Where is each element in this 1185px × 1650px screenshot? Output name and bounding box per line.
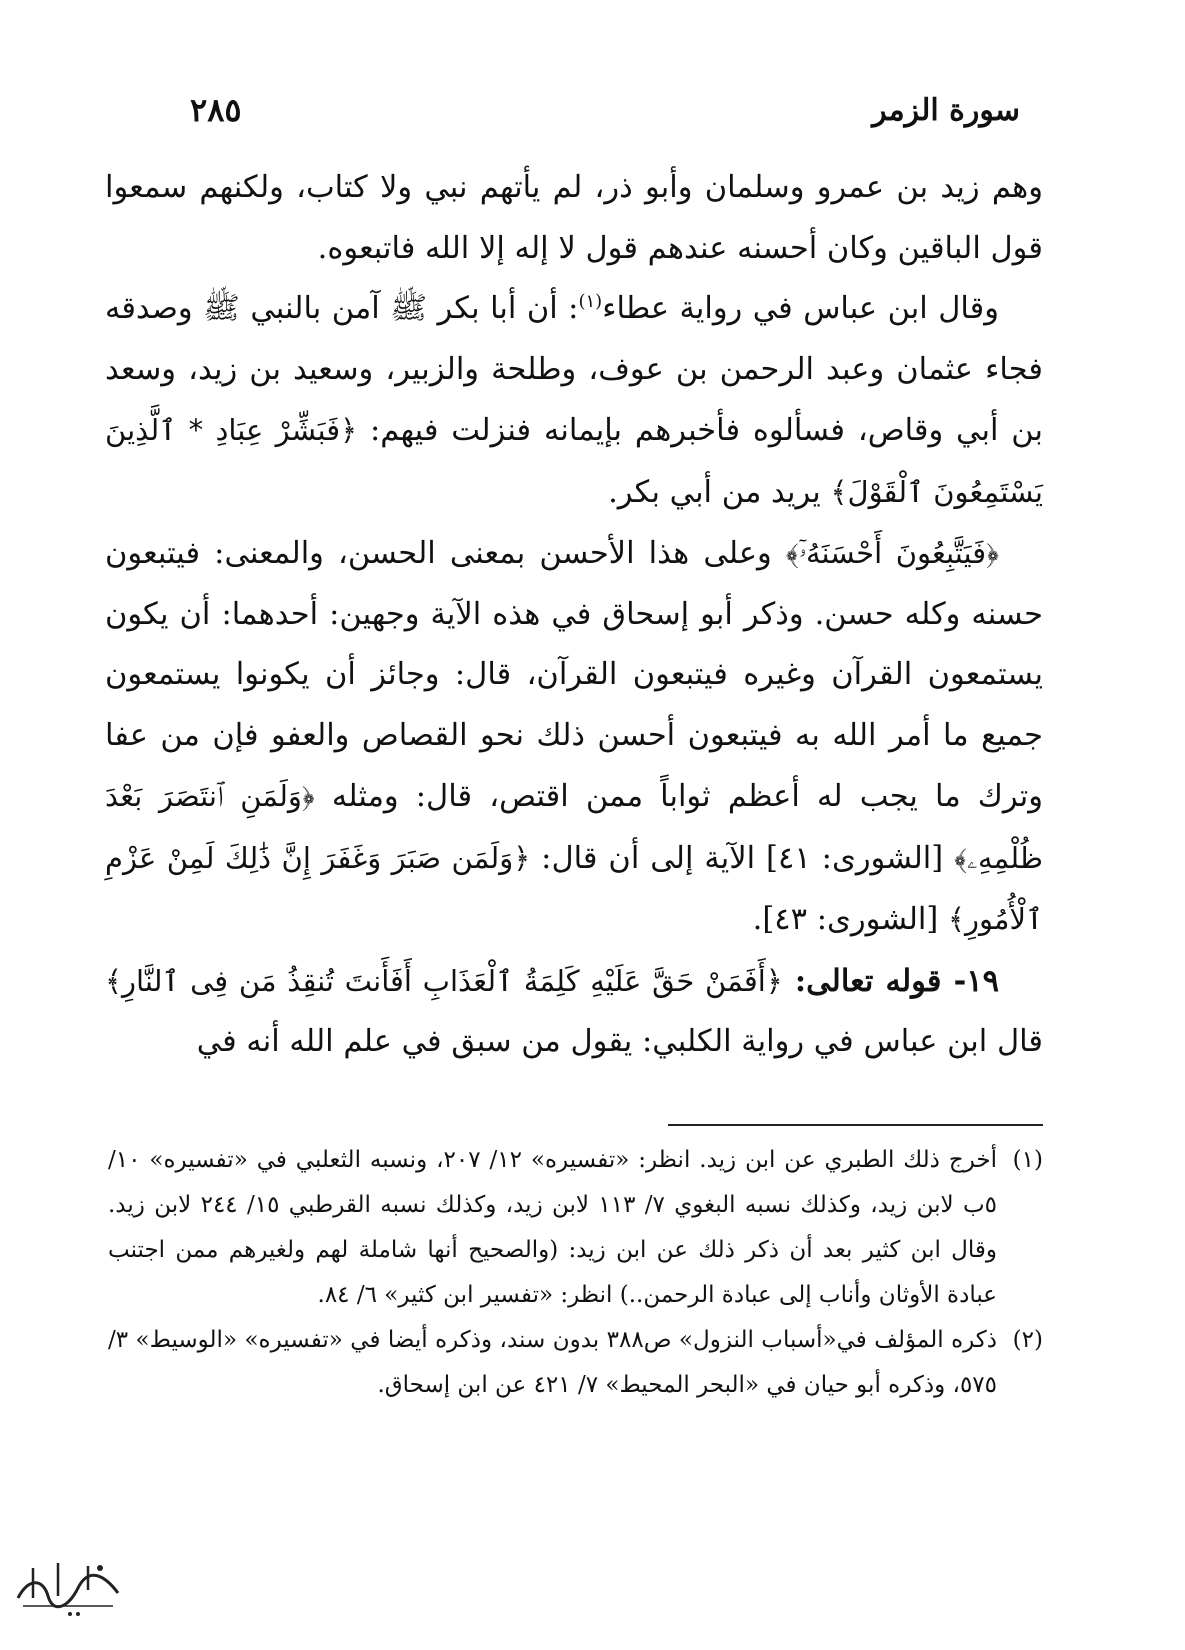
footnote-1-text: أخرج ذلك الطبري عن ابن زيد. انظر: «تفسيره» ١٢/ ٢٠٧، ونسبه الثعلبي في «تفسيره» ١٠/ ٥ب لابن زيد، وكذلك نسبه البغوي ٧/ ١١٣ لابن زيد، وكذلك نسبه القرطبي ١٥/ ٢٤٤ لابن زيد. وقال ابن كثير بعد أن ذكر ذلك عن ابن زيد: (والصحيح أنها شاملة لهم ولغيرهم ممن اجتنب عبادة الأوثان وأناب إلى عبادة الرحمن..) انظر: «تفسير ابن كثير» ٦/ ٨٤. [108,1147,998,1308]
footnote-separator [668,1124,1043,1126]
paragraph-1-text: وهم زيد بن عمرو وسلمان وأبو ذر، لم يأتهم نبي ولا كتاب، ولكنهم سمعوا قول الباقين وكان أحسنه عندهم قول لا إله إلا الله فاتبعوه. [105,170,1043,266]
paragraph-4 [105,951,1043,1073]
quran-verse-4: ﴿وَلَمَن صَبَرَ وَغَفَرَ إِنَّ ذَٰلِكَ لَمِنْ عَزْمِ ٱلْأُمُورِ﴾ [105,840,1043,936]
main-text [105,158,1043,1073]
page-header [190,86,1020,134]
surah-title: سورة الزمر [872,92,1020,128]
paragraph-2-text-b: : أن أبا بكر ﷺ آمن بالنبي ﷺ وصدقه فجاء عثمان وعبد الرحمن بن عوف، وطلحة والزبير، وسعيد بن زيد، وسعد بن أبي وقاص، فسألوه فأخبرهم بإيمانه فنزلت فيهم: [105,291,1044,448]
paragraph-3-text-c: [الشورى: ٤٣]. [752,902,948,937]
quran-verse-2: ﴿فَيَتَّبِعُونَ أَحْسَنَهُۥٓ﴾ [785,536,999,570]
paragraph-3-text-b: [الشورى: ٤١] الآية إلى أن قال: [530,840,955,876]
quran-verse-3: ﴿وَلَمَنِ ٱنتَصَرَ بَعْدَ ظُلْمِهِۦ﴾ [105,779,1043,875]
paragraph-4-text-b: قال ابن عباس في رواية الكلبي: يقول من سبق في علم الله أنه في [196,1024,1043,1059]
quran-verse-5: ﴿أَفَمَنْ حَقَّ عَلَيْهِ كَلِمَةُ ٱلْعَذَابِ أَفَأَنتَ تُنقِذُ مَن فِى ٱلنَّارِ﴾ [105,963,783,998]
library-logo [8,1548,128,1628]
footnote-1-number: (١) [1012,1147,1043,1173]
paragraph-4-text-a: ١٩- قوله تعالى: [782,962,999,999]
page-number: ٢٨٥ [190,91,242,129]
footnote-2-text: ذكره المؤلف في«أسباب النزول» ص٣٨٨ بدون سند، وذكره أيضا في «تفسيره» «الوسيط» ٣/ ٥٧٥، وذكره أبو حيان في «البحر المحيط» ٧/ ٤٢١ عن ابن إسحاق. [108,1327,998,1398]
paragraph-1 [105,158,1043,279]
footnotes [108,1138,1043,1408]
paragraph-2-text-a: وقال ابن عباس في رواية عطاء [602,291,999,326]
footnote-ref-1: (١) [578,290,603,312]
footnote-2 [108,1318,1043,1408]
paragraph-2 [105,279,1043,523]
quran-verse-1: ﴿فَبَشِّرْ عِبَادِ * ٱلَّذِينَ يَسْتَمِعُونَ ٱلْقَوْلَ﴾ [105,413,1043,509]
footnote-1 [108,1138,1043,1318]
paragraph-3-text-a: وعلى هذا الأحسن بمعنى الحسن، والمعنى: فيتبعون حسنه وكله حسن. وذكر أبو إسحاق في هذه الآية وجهين: أحدهما: أن يكون يستمعون القرآن وغيره فيتبعون القرآن، قال: وجائز أن يكونوا يستمعون جميع ما أمر الله به فيتبعون أحسن ذلك نحو القصاص والعفو فإن من عفا وترك ما يجب له أعظم ثواباً ممن اقتص، قال: ومثله [105,536,1043,814]
footnote-2-number: (٢) [1012,1327,1043,1353]
paragraph-3 [105,523,1043,951]
paragraph-2-text-c: يريد من أبي بكر. [608,474,831,510]
